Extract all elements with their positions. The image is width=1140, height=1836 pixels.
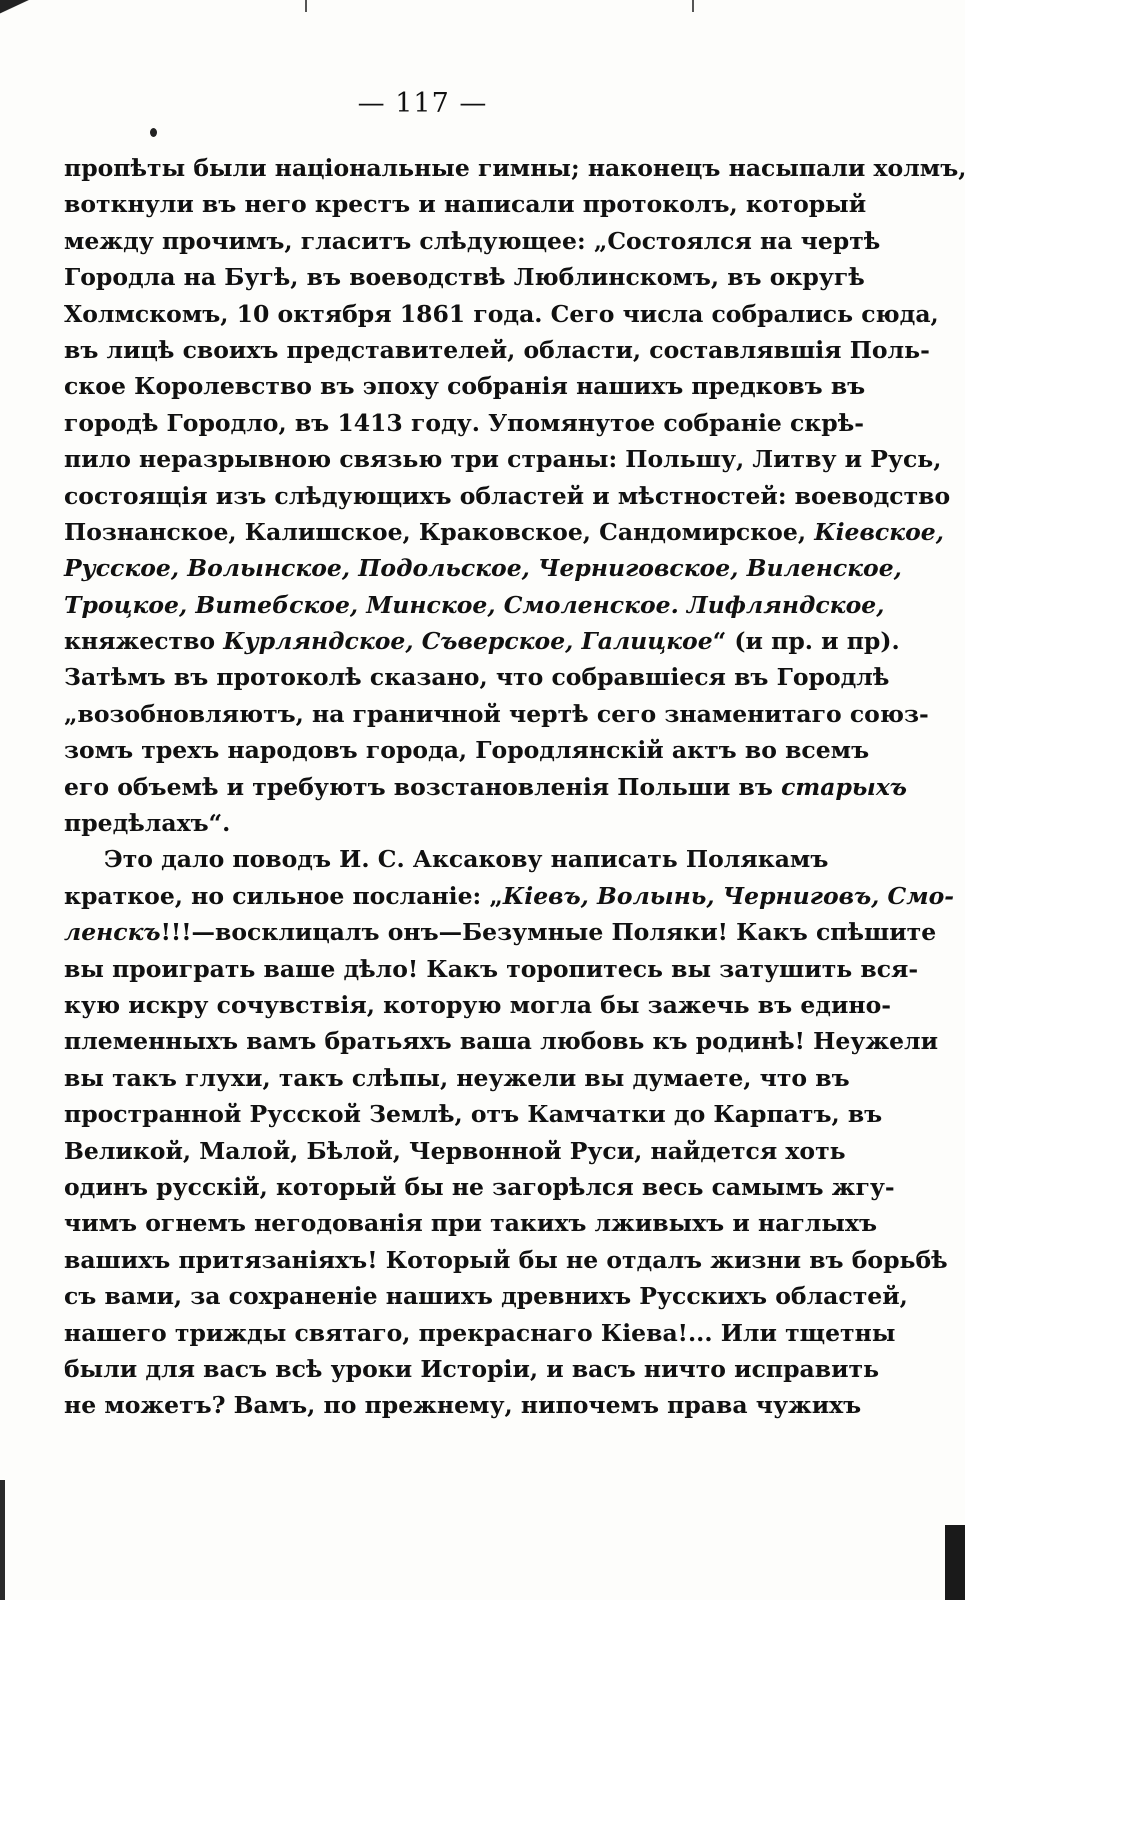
text-line: Это дало поводъ И. С. Аксакову написать Полякамъ xyxy=(104,845,829,874)
scan-artifact-tick xyxy=(692,0,694,12)
text-line: Великой, Малой, Бѣлой, Червонной Руси, найдется хоть xyxy=(64,1136,846,1165)
text-line: нашего трижды святаго, прекраснаго Кіева!... Или тщетны xyxy=(64,1318,896,1347)
italic-text: Курляндское, Съверское, Галицкое xyxy=(223,627,713,656)
text-line: пространной Русской Землѣ, отъ Камчатки до Карпатъ, въ xyxy=(64,1100,883,1129)
text-line: состоящія изъ слѣдующихъ областей и мѣстностей: воеводство xyxy=(64,481,951,510)
ink-spot xyxy=(150,128,157,137)
text-line xyxy=(64,587,885,623)
text-line: Холмскомъ, 10 октября 1861 года. Сего числа собрались сюда, xyxy=(64,299,939,328)
scan-artifact-right-edge xyxy=(945,1525,965,1600)
italic-text: Кіевъ, Волынь, Черниговъ, Смо- xyxy=(502,881,954,910)
text-line: одинъ русскій, который бы не загорѣлся весь самымъ жгу- xyxy=(64,1172,895,1201)
text-line: ское Королевство въ эпоху собранія нашихъ предковъ въ xyxy=(64,372,866,401)
text-line: кую искру сочувствія, которую могла бы зажечь въ едино- xyxy=(64,990,892,1019)
text-line: пропѣты были національные гимны; наконецъ насыпали холмъ, xyxy=(64,154,967,182)
text-line xyxy=(64,514,944,550)
body-text xyxy=(64,150,967,1424)
text-line xyxy=(64,550,902,586)
text-line: пило неразрывною связью три страны: Польшу, Литву и Русь, xyxy=(64,445,942,474)
text-span: его объемѣ и требуютъ возстановленія Польши въ xyxy=(64,772,782,801)
text-line: были для васъ всѣ уроки Исторіи, и васъ ничто исправить xyxy=(64,1354,880,1383)
text-line: вашихъ притязаніяхъ! Который бы не отдалъ жизни въ борьбѣ xyxy=(64,1245,948,1274)
text-line: Затѣмъ въ протоколѣ сказано, что собравшіеся въ Городлѣ xyxy=(64,663,890,692)
scan-artifact-tick xyxy=(305,0,307,12)
text-line: городѣ Городло, въ 1413 году. Упомянутое собраніе скрѣ- xyxy=(64,408,864,437)
text-line: предѣлахъ“. xyxy=(64,809,231,838)
scan-artifact-left-edge xyxy=(0,1480,5,1600)
text-line: чимъ огнемъ негодованія при такихъ лживыхъ и наглыхъ xyxy=(64,1209,877,1238)
text-line: воткнули въ него крестъ и написали протоколъ, который xyxy=(64,190,867,219)
text-line: въ лицѣ своихъ представителей, области, составлявшія Поль- xyxy=(64,335,930,364)
text-span: Познанское, Калишское, Краковское, Сандомирское, xyxy=(64,517,815,546)
text-span: “ (и пр. и пр). xyxy=(712,627,900,656)
text-line xyxy=(64,769,907,805)
text-line xyxy=(64,878,954,914)
text-line: Городла на Бугѣ, въ воеводствѣ Люблинскомъ, въ округѣ xyxy=(64,263,865,292)
scan-artifact-corner xyxy=(0,0,70,40)
text-span: !!!—восклицалъ онъ—Безумные Поляки! Какъ спѣшите xyxy=(160,918,937,947)
italic-text: Кіевское, xyxy=(814,517,944,546)
text-span: краткое, но сильное посланіе: „ xyxy=(64,881,503,910)
italic-text: Русское, Волынское, Подольское, Черниговское, Виленское, xyxy=(64,554,902,583)
text-span: княжество xyxy=(64,627,224,656)
text-line xyxy=(64,914,937,950)
text-line: не можетъ? Вамъ, по прежнему, нипочемъ права чужихъ xyxy=(64,1391,862,1420)
text-line: вы такъ глухи, такъ слѣпы, неужели вы думаете, что въ xyxy=(64,1063,850,1092)
page-number: — 117 — xyxy=(357,88,488,119)
italic-text: старыхъ xyxy=(781,772,907,801)
italic-text: ленскъ xyxy=(64,918,161,947)
text-line: вы проиграть ваше дѣло! Какъ торопитесь вы затушить вся- xyxy=(64,954,919,983)
text-line: зомъ трехъ народовъ города, Городлянскій актъ во всемъ xyxy=(64,736,870,765)
text-line xyxy=(64,623,900,659)
text-line: „возобновляютъ, на граничной чертѣ сего знаменитаго союз- xyxy=(64,699,929,728)
text-line: племенныхъ вамъ братьяхъ ваша любовь къ родинѣ! Неужели xyxy=(64,1027,939,1056)
text-line: между прочимъ, гласитъ слѣдующее: „Состоялся на чертѣ xyxy=(64,226,881,255)
text-line: съ вами, за сохраненіе нашихъ древнихъ Русскихъ областей, xyxy=(64,1282,908,1311)
italic-text: Троцкое, Витебское, Минское, Смоленское. Лифляндское, xyxy=(64,590,885,619)
